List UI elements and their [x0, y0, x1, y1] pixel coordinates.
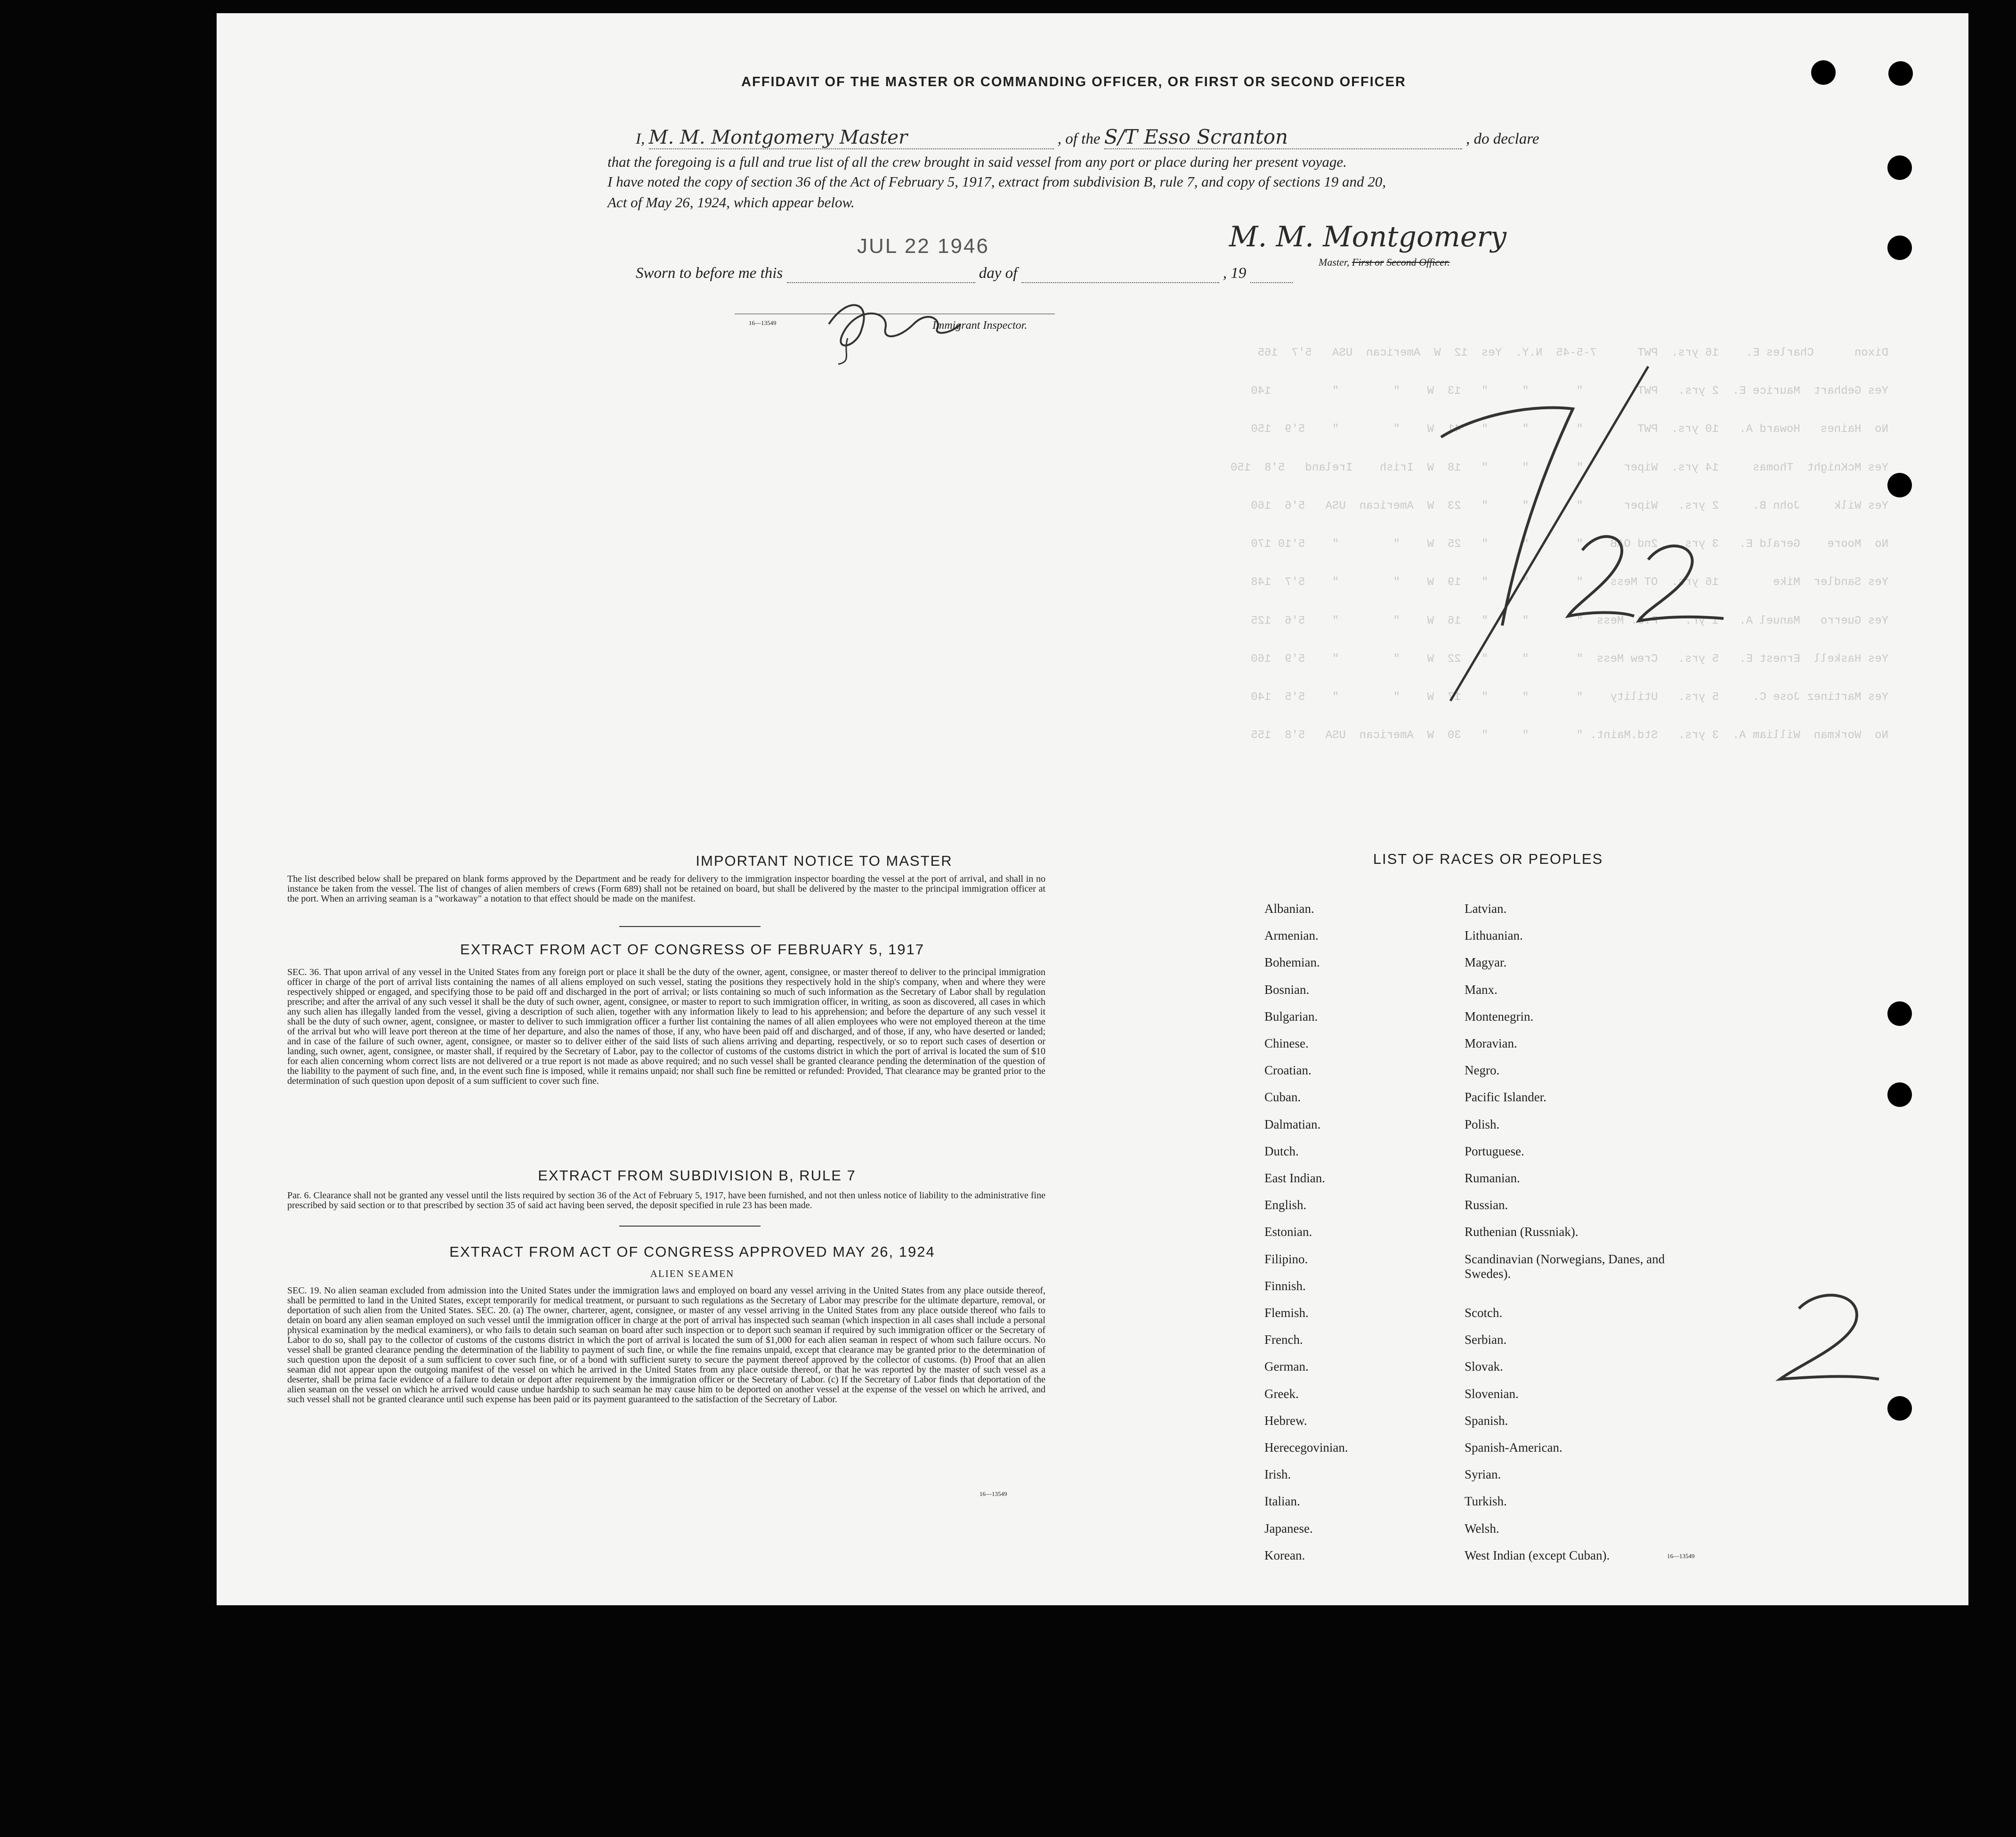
race-item: Croatian.	[1264, 1063, 1312, 1078]
race-item: Scotch.	[1465, 1306, 1503, 1320]
race-item: Polish.	[1465, 1117, 1500, 1131]
sworn-day-blank	[787, 265, 975, 283]
bleed-row: Dixon Charles E. 16 yrs. PWT 7-5-45 N.Y. Yes 12 W American USA 5'7 165	[1257, 347, 1888, 359]
race-item: Korean.	[1264, 1548, 1305, 1562]
affidavit-prefix: I,	[636, 130, 645, 147]
race-item: Lithuanian.	[1465, 928, 1523, 943]
affidavit-line-2: that the foregoing is a full and true list of all the crew brought in said vessel from any port or place during her present voyage.	[607, 154, 1347, 170]
race-item: Dutch.	[1264, 1144, 1299, 1158]
divider	[619, 1226, 761, 1227]
race-item: Portuguese.	[1465, 1144, 1524, 1158]
race-item: Dalmatian.	[1264, 1117, 1321, 1131]
bleed-row: No Moore Gerald E. 3 yrs. 2nd OAB " " " 25 W " " 5'10 170	[1251, 538, 1888, 551]
bleed-row: Yes Wilk John B. 2 yrs. Wiper " " " 23 W American USA 5'6 160	[1251, 500, 1888, 512]
affidavit-title: AFFIDAVIT OF THE MASTER OR COMMANDING OFFICER, OR FIRST OR SECOND OFFICER	[741, 74, 1406, 89]
binder-hole	[1887, 236, 1912, 260]
inspector-label: Immigrant Inspector.	[932, 319, 1028, 332]
master-label: Master,	[1319, 256, 1350, 268]
races-title: LIST OF RACES OR PEOPLES	[1373, 851, 1603, 867]
race-item: Armenian.	[1264, 928, 1319, 943]
binder-hole	[1887, 155, 1912, 180]
race-item: English.	[1264, 1198, 1307, 1212]
bleed-row: Yes Guerro Manuel A. 1 yr. P.O. Mess " " " 16 W " " 5'6 125	[1251, 615, 1888, 627]
extract-form-number: 16—13549	[980, 1490, 1007, 1497]
race-item: Spanish.	[1465, 1413, 1508, 1428]
master-signature: M. M. Montgomery	[1229, 220, 1506, 253]
race-item: Montenegrin.	[1465, 1009, 1534, 1024]
bleed-row: Yes Haskell Ernest E. 5 yrs. Crew Mess " " " 22 W " " 5'9 160	[1251, 653, 1888, 666]
race-item: Latvian.	[1465, 902, 1507, 916]
bleed-row: No Haines Howard A. 10 yrs. PWT " " " 41 W " " 5'9 150	[1251, 423, 1888, 436]
race-item: Magyar.	[1465, 955, 1507, 970]
race-item: Bulgarian.	[1264, 1009, 1318, 1024]
affidavit-line-1	[636, 125, 1785, 149]
race-item: Rumanian.	[1465, 1171, 1520, 1185]
second-officer-label: Second Officer.	[1386, 256, 1450, 268]
bleed-row: Yes Gebhart Maurice E. 2 yrs. PWT " " " 13 W " " 140	[1251, 385, 1888, 398]
date-stamp: JUL 22 1946	[857, 235, 989, 258]
race-item: German.	[1264, 1359, 1309, 1374]
page-number-handwritten	[1771, 1285, 1884, 1389]
race-item: Moravian.	[1465, 1036, 1517, 1050]
extract-rule7-text: Par. 6. Clearance shall not be granted any vessel until the lists required by section 36 of the Act of February 5, 1917, have been furnished, and not then unless notice of liability to the administrative fine prescribed by said section or to that prescribed by section 35 of said act having been served, the deposit specified in rule 23 has been made.	[287, 1190, 1045, 1211]
race-item: Ruthenian (Russniak).	[1465, 1225, 1579, 1239]
race-item: Estonian.	[1264, 1225, 1312, 1239]
bleed-row: Yes Sandler Mike 16 yrs. OT Mess " " " 19 W " " 5'7 148	[1251, 576, 1888, 589]
race-item: Italian.	[1264, 1494, 1300, 1509]
extract-1924-text: SEC. 19. No alien seaman excluded from admission into the United States under the immigration laws and employed on board any vessel arriving in the United States from any place outside thereof, shall be permitted to land in the United States, except temporarily for medical treatment, or pursuant to such regulations as the Secretary of Labor may prescribe for the ultimate departure, removal, or deportation of such alien from the United States. SEC. 20. (a) The owner, charterer, agent, consignee, or master of any vessel arriving in the United States from any place outside thereof who fails to detain on board any alien seaman employed on such vessel until the immigration officer in charge at the port of arrival has inspected such seaman (which inspection in all cases shall include a personal physical examination by the medical examiners), or who fails to detain such seaman on board after such inspection or to deport such seaman if required by such immigration officer or the Secretary of Labor to do so, shall pay to the collector of customs of the customs district in which the port of arrival is located the sum of $1,000 for each alien seaman in respect of whom such failure occurs. No vessel shall be granted clearance pending the determination of the liability to payment of such fine, or while the fine remains unpaid, except that clearance may be granted prior to the determination of such question upon the deposit of a sum sufficient to cover such fine, or of a bond with sufficient surety to secure the payment thereof approved by the collector of customs. (b) Proof that an alien seaman did not appear upon the outgoing manifest of the vessel on which he arrived in the United States from any place outside thereof, or that he was reported by the master of such vessel as a deserter, shall be prima facie evidence of a failure to detain or deport after requirement by the immigration officer or the Secretary of Labor. (c) If the Secretary of Labor finds that deportation of the alien seaman on the vessel on which he arrived would cause undue hardship to such seaman he may cause him to be deported on another vessel at the expense of the vessel on which he arrived, and such vessel shall not be granted clearance until such expense has been paid or its payment guaranteed to the satisfaction of the Secretary of Labor.	[287, 1285, 1045, 1405]
affidavit-line-4: Act of May 26, 1924, which appear below.	[607, 194, 855, 211]
race-item: Flemish.	[1264, 1306, 1309, 1320]
divider	[619, 926, 761, 927]
race-item: Slovak.	[1465, 1359, 1503, 1374]
extract-1917-title: EXTRACT FROM ACT OF CONGRESS OF FEBRUARY 5, 1917	[460, 941, 925, 958]
race-item: Serbian.	[1465, 1333, 1507, 1347]
master-title-line	[1319, 256, 1450, 268]
sworn-day-of: day of	[979, 265, 1018, 282]
affidavit-form-number: 16—13549	[749, 319, 777, 326]
sworn-prefix: Sworn to before me this	[636, 265, 783, 282]
race-item: French.	[1264, 1333, 1303, 1347]
race-item: Slovenian.	[1465, 1386, 1519, 1401]
races-form-number: 16—13549	[1667, 1553, 1695, 1560]
sworn-month-blank	[1021, 265, 1219, 283]
first-officer-struck: First or	[1352, 256, 1384, 268]
binder-hole	[1811, 60, 1836, 85]
race-item: Japanese.	[1264, 1521, 1313, 1536]
race-item: West Indian (except Cuban).	[1465, 1548, 1610, 1562]
race-item: Cuban.	[1264, 1090, 1301, 1105]
race-item: Greek.	[1264, 1386, 1299, 1401]
binder-hole	[1887, 1082, 1912, 1107]
race-item: Manx.	[1465, 982, 1498, 997]
race-item: Bohemian.	[1264, 955, 1320, 970]
race-item: Syrian.	[1465, 1467, 1501, 1482]
date-annotation-handwritten	[1422, 362, 1742, 720]
affidavit-declare: , do declare	[1465, 130, 1539, 147]
race-item: East Indian.	[1264, 1171, 1325, 1185]
sworn-year-blank	[1250, 265, 1293, 283]
extract-1924-title: EXTRACT FROM ACT OF CONGRESS APPROVED MAY 26, 1924	[449, 1244, 935, 1260]
race-item: Chinese.	[1264, 1036, 1309, 1050]
race-item: Russian.	[1465, 1198, 1508, 1212]
race-item: Herecegovinian.	[1264, 1440, 1348, 1455]
document-page	[217, 13, 1968, 1605]
binder-hole	[1887, 1396, 1912, 1421]
binder-hole	[1887, 1001, 1912, 1026]
race-item: Albanian.	[1264, 902, 1314, 916]
extract-1924-subtitle: ALIEN SEAMEN	[650, 1268, 735, 1279]
affidavit-of-the: , of the	[1057, 130, 1101, 147]
bleed-row: Yes Martinez Jose C. 5 yrs. Utility " " " 17 W " " 5'5 140	[1251, 691, 1888, 704]
race-item: Finnish.	[1264, 1278, 1306, 1293]
sworn-year: , 19	[1223, 265, 1247, 282]
race-item: Irish.	[1264, 1467, 1291, 1482]
master-name-handwritten: M. M. Montgomery Master	[649, 127, 1054, 149]
bleed-row: Yes McKnight Thomas 14 yrs. Wiper " " " 18 W Irish Ireland 5'8 150	[1230, 462, 1888, 474]
binder-hole	[1888, 61, 1913, 86]
race-item: Welsh.	[1465, 1521, 1499, 1536]
race-item: Filipino.	[1264, 1252, 1308, 1266]
race-item: Hebrew.	[1264, 1413, 1307, 1428]
affidavit-line-3: I have noted the copy of section 36 of the Act of February 5, 1917, extract from subdivision B, rule 7, and copy of sections 19 and 20,	[607, 173, 1386, 190]
vessel-name-handwritten: S/T Esso Scranton	[1104, 125, 1462, 149]
race-item: Bosnian.	[1264, 982, 1310, 997]
sworn-line	[636, 265, 1293, 283]
race-item: Pacific Islander.	[1465, 1090, 1546, 1105]
race-item: Negro.	[1465, 1063, 1500, 1078]
notice-text: The list described below shall be prepared on blank forms approved by the Department and be ready for delivery to the immigration inspector boarding the vessel at the port of arrival, and shall in no instance be taken from the vessel. The list of changes of alien members of crews (Form 689) shall not be retained on board, but shall be delivered by the master to the principal immigration officer at the port. When an arriving seaman is a "workaway" a notation to that effect should be made on the manifest.	[287, 874, 1045, 904]
race-item: Spanish-American.	[1465, 1440, 1563, 1455]
race-item: Scandinavian (Norwegians, Danes, and Swedes).	[1465, 1252, 1665, 1281]
bleed-row: No Workman William A. 3 yrs. Std.Maint. " " " 30 W American USA 5'8 155	[1251, 729, 1888, 742]
race-item: Turkish.	[1465, 1494, 1507, 1509]
extract-rule7-title: EXTRACT FROM SUBDIVISION B, RULE 7	[538, 1167, 856, 1184]
binder-hole	[1887, 473, 1912, 497]
extract-1917-text: SEC. 36. That upon arrival of any vessel in the United States from any foreign port or place it shall be the duty of the owner, agent, consignee, or master thereof to deliver to the principal immigration officer in charge of the port of arrival lists containing the names of all aliens employed on such vessel, stating the positions they respectively hold in the ship's company, when and where they were respectively shipped or engaged, and specifying those to be paid off and discharged in the port of arrival; or lists containing so much of such information as the Secretary of Labor shall by regulation prescribe; and after the arrival of any such vessel it shall be the duty of such owner, agent, consignee, or master to report to such immigration officer, in writing, as soon as discovered, all cases in which any such alien has illegally landed from the vessel, giving a description of such alien, together with any information likely to lead to his apprehension; and before the departure of any such vessel it shall be the duty of such owner, agent, consignee, or master to deliver to such immigration officer a further list containing the names of all alien employees who were not employed thereon at the time of the arrival but who will leave port thereon at the time of her departure, and also the names of those, if any, who have been paid off and discharged, and of those, if any, who have deserted or landed; and in case of the failure of such owner, agent, consignee, or master so to deliver either of the said lists of such aliens arriving and departing, respectively, or so to report such cases of desertion or landing, such owner, agent, consignee, or master shall, if required by the Secretary of Labor, pay to the collector of customs of the customs district in which the port of arrival is located the sum of $10 for each alien concerning whom correct lists are not delivered or a true report is not made as above required; and no such vessel shall be granted clearance pending the determination of the question of the liability to the payment of such fine, and, in the event such fine is imposed, while it remains unpaid; nor shall such fine be remitted or refunded: Provided, That clearance may be granted prior to the determination of such question upon deposit of a sum sufficient to cover such fine.	[287, 967, 1045, 1086]
notice-title: IMPORTANT NOTICE TO MASTER	[696, 853, 953, 869]
